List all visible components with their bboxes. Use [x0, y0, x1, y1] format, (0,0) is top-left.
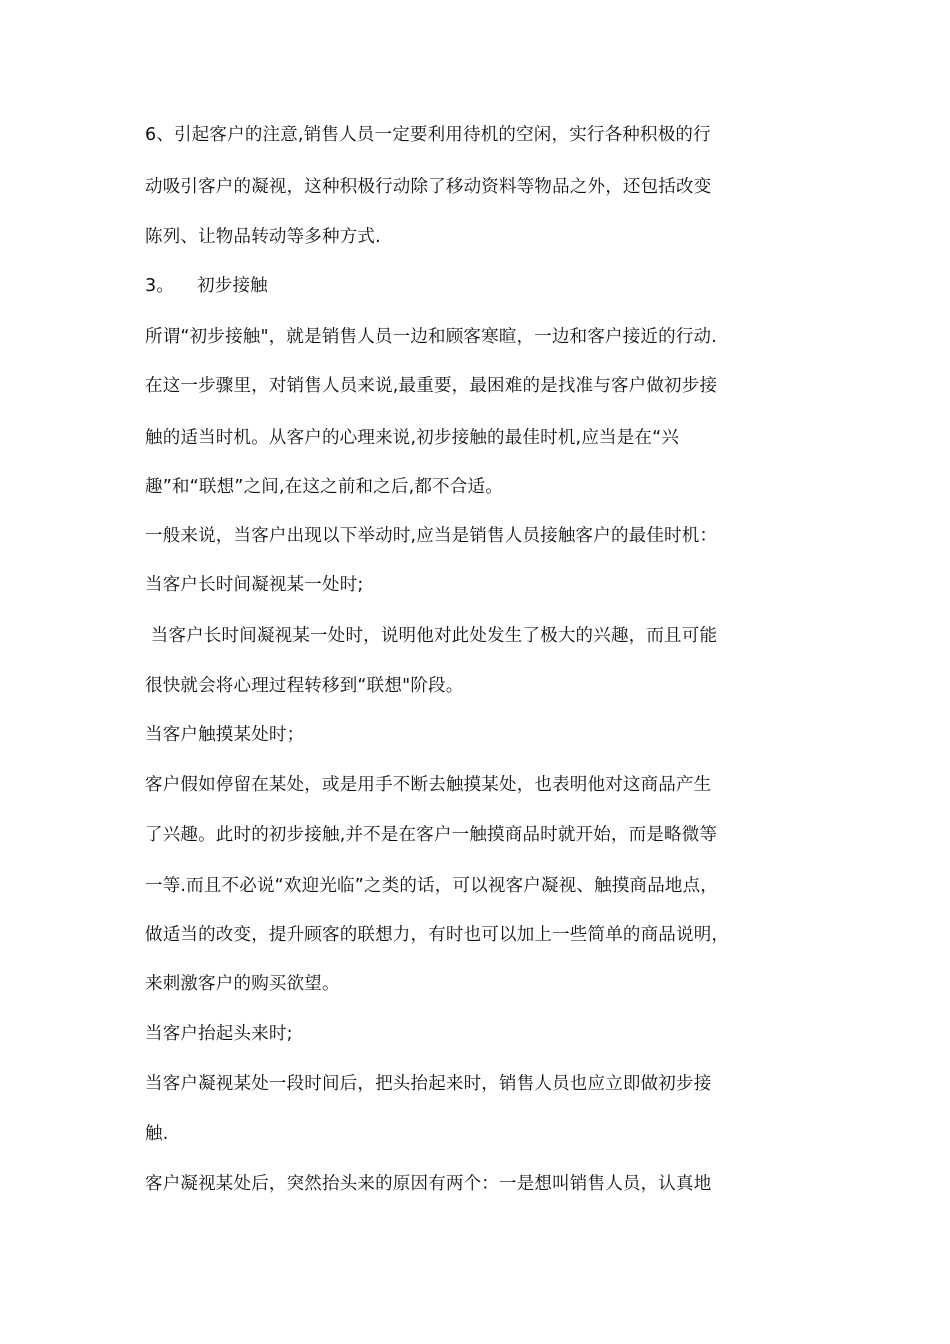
text-line: 很快就会将心理过程转移到“联想"阶段。	[145, 676, 464, 696]
subheading-line: 当客户长时间凝视某一处时;	[145, 575, 364, 595]
text-line: 来刺激客户的购买欲望。	[145, 974, 340, 994]
subheading-line: 当客户触摸某处时；	[145, 725, 305, 745]
text-line: 在这一步骤里，对销售人员来说,最重要，最困难的是找准与客户做初步接	[145, 376, 718, 396]
text-line: 动吸引客户的凝视，这种积极行动除了移动资料等物品之外，还包括改变	[145, 177, 712, 197]
text-line: 所谓“初步接触"，就是销售人员一边和顾客寒暄，一边和客户接近的行动.	[145, 327, 717, 347]
subheading-line: 当客户抬起头来时;	[145, 1024, 293, 1044]
text-line: 客户假如停留在某处，或是用手不断去触摸某处，也表明他对这商品产生	[145, 775, 712, 795]
section-heading: 3。 初步接触	[145, 276, 268, 296]
text-line: 触.	[145, 1124, 169, 1144]
text-line: 当客户凝视某处一段时间后，把头抬起来时，销售人员也应立即做初步接	[145, 1074, 712, 1094]
text-line: 一般来说，当客户出现以下举动时,应当是销售人员接触客户的最佳时机：	[145, 526, 718, 546]
text-line: 了兴趣。此时的初步接触,并不是在客户一触摸商品时就开始，而是略微等	[145, 825, 718, 845]
text-line: 陈列、让物品转动等多种方式.	[145, 227, 381, 247]
text-line: 当客户长时间凝视某一处时，说明他对此处发生了极大的兴趣，而且可能	[145, 626, 718, 646]
text-line: 客户凝视某处后，突然抬头来的原因有两个：一是想叫销售人员，认真地	[145, 1174, 712, 1194]
text-line: 做适当的改变，提升顾客的联想力，有时也可以加上一些简单的商品说明，	[145, 925, 730, 945]
text-line: 触的适当时机。从客户的心理来说,初步接触的最佳时机,应当是在“兴	[145, 428, 680, 448]
text-line: 6、引起客户的注意,销售人员一定要利用待机的空闲，实行各种积极的行	[145, 125, 711, 145]
text-line: 一等.而且不必说“欢迎光临”之类的话，可以视客户凝视、触摸商品地点，	[145, 876, 718, 896]
text-line: 趣”和“联想”之间,在这之前和之后,都不合适。	[145, 477, 503, 497]
